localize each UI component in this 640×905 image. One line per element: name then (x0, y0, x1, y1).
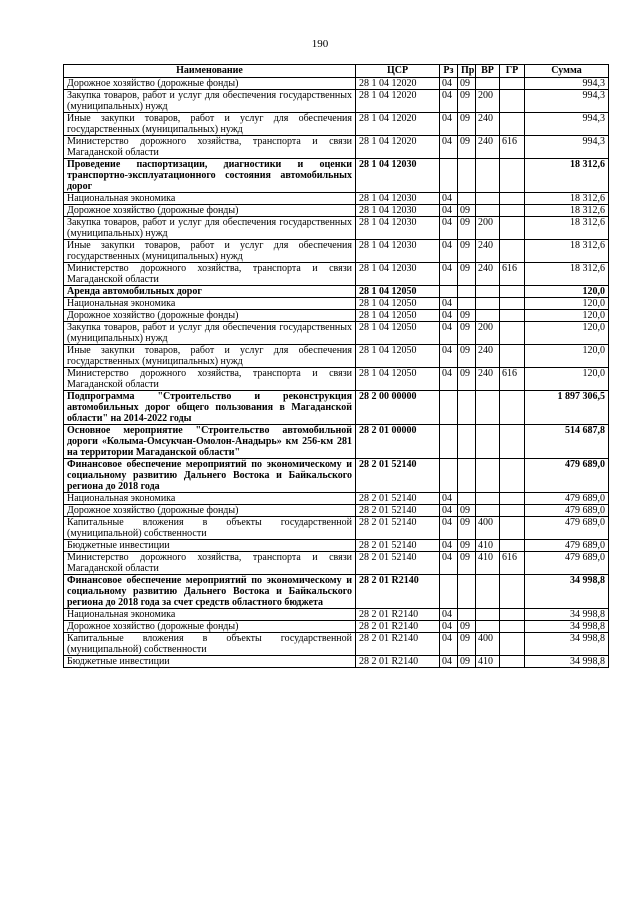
cell-gr: 616 (500, 263, 525, 286)
table-row (64, 493, 609, 505)
cell-pr: 09 (458, 322, 476, 345)
cell-sum: 1 897 306,5 (525, 391, 609, 425)
cell-vr (476, 609, 500, 621)
cell-gr: 616 (500, 552, 525, 575)
table-row (64, 633, 609, 656)
cell-rz: 04 (440, 263, 458, 286)
cell-gr (500, 159, 525, 193)
cell-pr: 09 (458, 656, 476, 668)
cell-vr: 410 (476, 540, 500, 552)
cell-gr (500, 286, 525, 298)
cell-sum: 994,3 (525, 90, 609, 113)
budget-table (63, 64, 609, 668)
cell-name: Национальная экономика (64, 298, 356, 310)
cell-rz: 04 (440, 345, 458, 368)
cell-vr (476, 391, 500, 425)
cell-rz (440, 575, 458, 609)
cell-name: Закупка товаров, работ и услуг для обеспечения государственных (муниципальных) нужд (64, 90, 356, 113)
cell-pr: 09 (458, 240, 476, 263)
table-row (64, 368, 609, 391)
cell-pr: 09 (458, 368, 476, 391)
cell-sum: 120,0 (525, 298, 609, 310)
cell-sum: 514 687,8 (525, 425, 609, 459)
cell-vr: 240 (476, 113, 500, 136)
table-row (64, 240, 609, 263)
table-row (64, 517, 609, 540)
cell-pr (458, 391, 476, 425)
table-row (64, 298, 609, 310)
cell-rz: 04 (440, 493, 458, 505)
cell-name: Финансовое обеспечение мероприятий по экономическому и социальному развитию Дальнего Востока и Байкальского региона до 2018 года (64, 459, 356, 493)
table-row (64, 575, 609, 609)
cell-name: Иные закупки товаров, работ и услуг для обеспечения государственных (муниципальных) нужд (64, 240, 356, 263)
cell-name: Финансовое обеспечение мероприятий по экономическому и социальному развитию Дальнего Востока и Байкальского региона до 2018 года за счет средств областного бюджета (64, 575, 356, 609)
cell-pr: 09 (458, 345, 476, 368)
cell-pr: 09 (458, 217, 476, 240)
cell-sum: 479 689,0 (525, 459, 609, 493)
cell-name: Капитальные вложения в объекты государственной (муниципальной) собственности (64, 517, 356, 540)
cell-name: Дорожное хозяйство (дорожные фонды) (64, 505, 356, 517)
cell-sum: 18 312,6 (525, 193, 609, 205)
cell-rz: 04 (440, 113, 458, 136)
cell-csr: 28 2 01 R2140 (356, 575, 440, 609)
cell-vr (476, 425, 500, 459)
cell-pr (458, 575, 476, 609)
page-number: 190 (311, 38, 329, 50)
cell-vr: 400 (476, 517, 500, 540)
cell-csr: 28 1 04 12020 (356, 78, 440, 90)
cell-name: Министерство дорожного хозяйства, транспорта и связи Магаданской области (64, 552, 356, 575)
table-row (64, 78, 609, 90)
cell-pr (458, 159, 476, 193)
table-row (64, 217, 609, 240)
cell-vr: 410 (476, 552, 500, 575)
cell-rz: 04 (440, 217, 458, 240)
cell-rz: 04 (440, 552, 458, 575)
cell-vr: 240 (476, 240, 500, 263)
cell-sum: 994,3 (525, 113, 609, 136)
cell-vr (476, 205, 500, 217)
cell-gr (500, 459, 525, 493)
cell-rz: 04 (440, 540, 458, 552)
table-row (64, 609, 609, 621)
table-row (64, 322, 609, 345)
cell-rz: 04 (440, 633, 458, 656)
cell-gr (500, 217, 525, 240)
cell-csr: 28 2 01 52140 (356, 459, 440, 493)
cell-gr (500, 493, 525, 505)
table-body (64, 78, 609, 668)
cell-gr (500, 322, 525, 345)
cell-sum: 120,0 (525, 310, 609, 322)
cell-vr: 200 (476, 322, 500, 345)
cell-name: Дорожное хозяйство (дорожные фонды) (64, 205, 356, 217)
cell-rz: 04 (440, 205, 458, 217)
cell-csr: 28 2 01 R2140 (356, 633, 440, 656)
cell-vr: 200 (476, 90, 500, 113)
cell-sum: 34 998,8 (525, 633, 609, 656)
table-row (64, 345, 609, 368)
table-row (64, 205, 609, 217)
cell-name: Аренда автомобильных дорог (64, 286, 356, 298)
cell-vr (476, 505, 500, 517)
cell-gr (500, 540, 525, 552)
header-gr: ГР (500, 65, 525, 78)
cell-vr: 200 (476, 217, 500, 240)
cell-gr (500, 90, 525, 113)
cell-pr (458, 425, 476, 459)
cell-gr (500, 113, 525, 136)
cell-sum: 479 689,0 (525, 540, 609, 552)
cell-name: Подпрограмма "Строительство и реконструкция автомобильных дорог общего пользования в Магаданской области" на 2014-2022 годы (64, 391, 356, 425)
cell-gr (500, 78, 525, 90)
cell-name: Министерство дорожного хозяйства, транспорта и связи Магаданской области (64, 136, 356, 159)
cell-pr (458, 609, 476, 621)
cell-csr: 28 1 04 12030 (356, 159, 440, 193)
cell-gr: 616 (500, 368, 525, 391)
header-vr: ВР (476, 65, 500, 78)
cell-gr (500, 517, 525, 540)
cell-name: Дорожное хозяйство (дорожные фонды) (64, 78, 356, 90)
cell-gr (500, 205, 525, 217)
cell-vr: 240 (476, 345, 500, 368)
cell-csr: 28 2 01 00000 (356, 425, 440, 459)
header-csr: ЦСР (356, 65, 440, 78)
cell-name: Национальная экономика (64, 493, 356, 505)
cell-name: Национальная экономика (64, 193, 356, 205)
cell-vr (476, 575, 500, 609)
header-rz: Рз (440, 65, 458, 78)
cell-vr: 240 (476, 263, 500, 286)
cell-sum: 34 998,8 (525, 575, 609, 609)
cell-name: Основное мероприятие "Строительство автомобильной дороги «Колыма-Омсукчан-Омолон-Анадырь» км 256-км 281 на территории Магаданской области" (64, 425, 356, 459)
cell-sum: 994,3 (525, 136, 609, 159)
cell-rz (440, 425, 458, 459)
cell-vr (476, 621, 500, 633)
cell-sum: 120,0 (525, 368, 609, 391)
cell-rz: 04 (440, 298, 458, 310)
cell-csr: 28 1 04 12050 (356, 368, 440, 391)
table-row (64, 286, 609, 298)
cell-gr (500, 193, 525, 205)
cell-csr: 28 1 04 12020 (356, 90, 440, 113)
table-row (64, 621, 609, 633)
cell-gr (500, 621, 525, 633)
cell-sum: 479 689,0 (525, 552, 609, 575)
cell-pr: 09 (458, 505, 476, 517)
header-row (64, 65, 609, 78)
cell-rz (440, 286, 458, 298)
table-row (64, 113, 609, 136)
header-name: Наименование (64, 65, 356, 78)
cell-rz: 04 (440, 136, 458, 159)
cell-rz (440, 159, 458, 193)
cell-pr: 09 (458, 78, 476, 90)
cell-pr: 09 (458, 136, 476, 159)
cell-rz (440, 391, 458, 425)
cell-gr (500, 240, 525, 263)
cell-name: Национальная экономика (64, 609, 356, 621)
table-row (64, 459, 609, 493)
cell-sum: 18 312,6 (525, 159, 609, 193)
cell-csr: 28 1 04 12030 (356, 205, 440, 217)
cell-csr: 28 1 04 12030 (356, 193, 440, 205)
cell-pr: 09 (458, 621, 476, 633)
cell-pr: 09 (458, 633, 476, 656)
table-row (64, 90, 609, 113)
cell-gr: 616 (500, 136, 525, 159)
cell-csr: 28 1 04 12050 (356, 322, 440, 345)
cell-gr (500, 391, 525, 425)
cell-sum: 120,0 (525, 322, 609, 345)
cell-csr: 28 2 01 52140 (356, 505, 440, 517)
table-row (64, 159, 609, 193)
cell-csr: 28 1 04 12050 (356, 345, 440, 368)
table-row (64, 656, 609, 668)
cell-csr: 28 1 04 12050 (356, 298, 440, 310)
cell-sum: 479 689,0 (525, 505, 609, 517)
cell-pr: 09 (458, 90, 476, 113)
cell-gr (500, 656, 525, 668)
cell-rz: 04 (440, 609, 458, 621)
cell-vr: 240 (476, 368, 500, 391)
cell-sum: 18 312,6 (525, 205, 609, 217)
cell-name: Иные закупки товаров, работ и услуг для обеспечения государственных (муниципальных) нужд (64, 113, 356, 136)
cell-rz: 04 (440, 90, 458, 113)
cell-csr: 28 2 01 52140 (356, 517, 440, 540)
cell-rz: 04 (440, 621, 458, 633)
cell-gr (500, 609, 525, 621)
cell-vr: 410 (476, 656, 500, 668)
cell-sum: 18 312,6 (525, 217, 609, 240)
table-row (64, 425, 609, 459)
cell-vr (476, 310, 500, 322)
table-row (64, 263, 609, 286)
table-row (64, 136, 609, 159)
cell-rz: 04 (440, 78, 458, 90)
cell-pr: 09 (458, 310, 476, 322)
cell-csr: 28 1 04 12030 (356, 217, 440, 240)
cell-rz: 04 (440, 505, 458, 517)
cell-csr: 28 1 04 12030 (356, 263, 440, 286)
cell-pr (458, 459, 476, 493)
cell-rz: 04 (440, 240, 458, 263)
header-sum: Сумма (525, 65, 609, 78)
cell-sum: 120,0 (525, 286, 609, 298)
cell-pr (458, 493, 476, 505)
cell-csr: 28 2 01 R2140 (356, 609, 440, 621)
header-pr: Пр (458, 65, 476, 78)
cell-csr: 28 2 01 R2140 (356, 656, 440, 668)
cell-rz: 04 (440, 368, 458, 391)
cell-sum: 994,3 (525, 78, 609, 90)
cell-pr: 09 (458, 263, 476, 286)
cell-sum: 18 312,6 (525, 263, 609, 286)
table-row (64, 391, 609, 425)
cell-pr: 09 (458, 540, 476, 552)
cell-name: Бюджетные инвестиции (64, 656, 356, 668)
cell-csr: 28 1 04 12030 (356, 240, 440, 263)
cell-rz: 04 (440, 656, 458, 668)
cell-csr: 28 1 04 12050 (356, 286, 440, 298)
cell-vr (476, 298, 500, 310)
cell-vr (476, 78, 500, 90)
cell-csr: 28 2 01 52140 (356, 493, 440, 505)
cell-name: Дорожное хозяйство (дорожные фонды) (64, 621, 356, 633)
cell-name: Иные закупки товаров, работ и услуг для обеспечения государственных (муниципальных) нужд (64, 345, 356, 368)
cell-pr (458, 286, 476, 298)
cell-csr: 28 2 01 52140 (356, 540, 440, 552)
cell-pr: 09 (458, 205, 476, 217)
table-row (64, 552, 609, 575)
cell-sum: 18 312,6 (525, 240, 609, 263)
cell-csr: 28 2 00 00000 (356, 391, 440, 425)
cell-rz: 04 (440, 322, 458, 345)
cell-name: Дорожное хозяйство (дорожные фонды) (64, 310, 356, 322)
cell-name: Закупка товаров, работ и услуг для обеспечения государственных (муниципальных) нужд (64, 217, 356, 240)
cell-pr: 09 (458, 552, 476, 575)
cell-csr: 28 1 04 12020 (356, 136, 440, 159)
cell-sum: 34 998,8 (525, 621, 609, 633)
cell-sum: 34 998,8 (525, 609, 609, 621)
cell-pr (458, 298, 476, 310)
cell-vr (476, 193, 500, 205)
cell-csr: 28 1 04 12050 (356, 310, 440, 322)
cell-gr (500, 345, 525, 368)
table-header (64, 65, 609, 78)
cell-name: Бюджетные инвестиции (64, 540, 356, 552)
cell-vr: 240 (476, 136, 500, 159)
table-row (64, 193, 609, 205)
cell-gr (500, 310, 525, 322)
table-row (64, 540, 609, 552)
cell-gr (500, 505, 525, 517)
cell-vr: 400 (476, 633, 500, 656)
cell-vr (476, 159, 500, 193)
cell-csr: 28 1 04 12020 (356, 113, 440, 136)
cell-name: Закупка товаров, работ и услуг для обеспечения государственных (муниципальных) нужд (64, 322, 356, 345)
cell-name: Капитальные вложения в объекты государственной (муниципальной) собственности (64, 633, 356, 656)
cell-csr: 28 2 01 52140 (356, 552, 440, 575)
cell-vr (476, 286, 500, 298)
cell-vr (476, 459, 500, 493)
cell-sum: 120,0 (525, 345, 609, 368)
cell-name: Проведение паспортизации, диагностики и оценки транспортно-эксплуатационного состояния автомобильных дорог (64, 159, 356, 193)
table-row (64, 505, 609, 517)
cell-sum: 34 998,8 (525, 656, 609, 668)
cell-gr (500, 298, 525, 310)
cell-name: Министерство дорожного хозяйства, транспорта и связи Магаданской области (64, 263, 356, 286)
cell-gr (500, 575, 525, 609)
cell-rz (440, 459, 458, 493)
cell-gr (500, 425, 525, 459)
cell-rz: 04 (440, 193, 458, 205)
cell-sum: 479 689,0 (525, 493, 609, 505)
cell-gr (500, 633, 525, 656)
cell-pr: 09 (458, 113, 476, 136)
cell-name: Министерство дорожного хозяйства, транспорта и связи Магаданской области (64, 368, 356, 391)
table-row (64, 310, 609, 322)
cell-csr: 28 2 01 R2140 (356, 621, 440, 633)
cell-vr (476, 493, 500, 505)
cell-rz: 04 (440, 517, 458, 540)
cell-pr: 09 (458, 517, 476, 540)
cell-rz: 04 (440, 310, 458, 322)
cell-sum: 479 689,0 (525, 517, 609, 540)
cell-pr (458, 193, 476, 205)
